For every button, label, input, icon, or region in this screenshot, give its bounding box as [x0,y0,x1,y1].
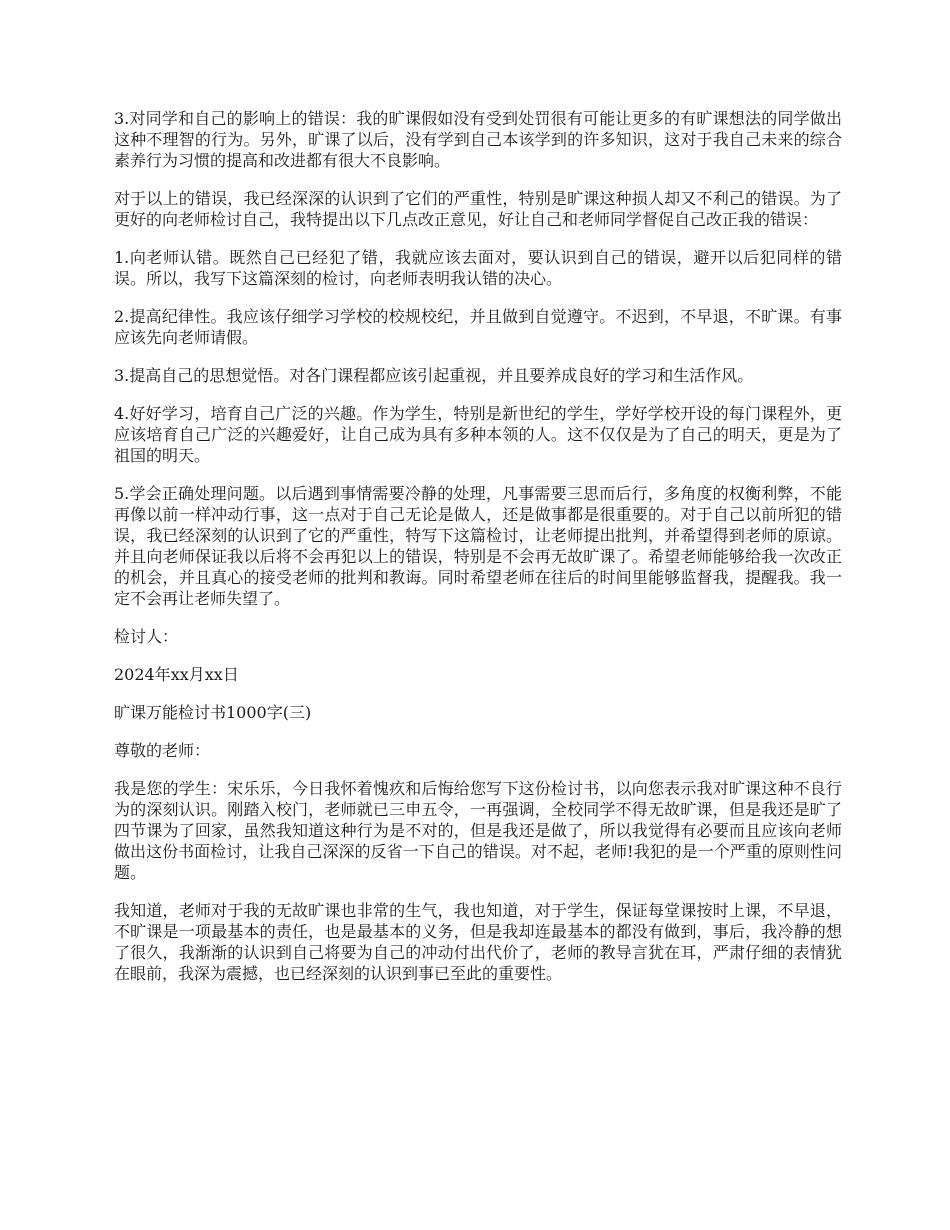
section-title: 旷课万能检讨书1000字(三) [114,703,312,722]
document-body [114,108,842,1001]
paragraph-point-3: 3.提高自己的思想觉悟。对各门课程都应该引起重视，并且要养成良好的学习和生活作风。 [114,366,754,385]
paragraph-point-5: 5.学会正确处理问题。以后遇到事情需要冷静的处理，凡事需要三思而后行，多角度的权衡利弊，不能再像以前一样冲动行事，这一点对于自己无论是做人，还是做事都是很重要的。对于自己以前所犯的错误，我已经深刻的认识到了它的严重性，特写下这篇检讨，让老师提出批判，并希望得到老师的原谅。并且向老师保证我以后将不会再犯以上的错误，特别是不会再无故旷课了。希望老师能够给我一次改正的机会，并且真心的接受老师的批判和教诲。同时希望老师在往后的时间里能够监督我，提醒我。我一定不会再让老师失望了。 [114,484,842,608]
paragraph-recognition-of-errors: 对于以上的错误，我已经深深的认识到了它们的严重性，特别是旷课这种损人却又不利己的错误。为了更好的向老师检讨自己，我特提出以下几点改正意见，好让自己和老师同学督促自己改正我的错误： [114,189,842,229]
signature-label: 检讨人： [114,627,179,646]
paragraph-effect-on-classmates: 3.对同学和自己的影响上的错误：我的旷课假如没有受到处罚很有可能让更多的有旷课想法的同学做出这种不理智的行为。另外，旷课了以后，没有学到自己本该学到的许多知识，这对于我自己未来的综合素养行为习惯的提高和改进都有很大不良影响。 [114,109,842,170]
date-line: 2024年xx月xx日 [114,665,239,684]
paragraph-introduction: 我是您的学生：宋乐乐，今日我怀着愧疚和后悔给您写下这份检讨书，以向您表示我对旷课这种不良行为的深刻认识。刚踏入校门，老师就已三申五令，一再强调，全校同学不得无故旷课，但是我还是旷了四节课为了回家，虽然我知道这种行为是不对的，但是我还是做了，所以我觉得有必要而且应该向老师做出这份书面检讨，让我自己深深的反省一下自己的错误。对不起，老师!我犯的是一个严重的原则性问题。 [114,779,842,882]
paragraph-point-4: 4.好好学习，培育自己广泛的兴趣。作为学生，特别是新世纪的学生，学好学校开设的每门课程外，更应该培育自己广泛的兴趣爱好，让自己成为具有多种本领的人。这不仅仅是为了自己的明天，更是为了祖国的明天。 [114,404,842,465]
paragraph-point-2: 2.提高纪律性。我应该仔细学习学校的校规校纪，并且做到自觉遵守。不迟到，不早退，不旷课。有事应该先向老师请假。 [114,307,842,347]
paragraph-point-1: 1.向老师认错。既然自己已经犯了错，我就应该去面对，要认识到自己的错误，避开以后犯同样的错误。所以，我写下这篇深刻的检讨，向老师表明我认错的决心。 [114,248,842,288]
paragraph-reflection: 我知道，老师对于我的无故旷课也非常的生气，我也知道，对于学生，保证每堂课按时上课，不早退，不旷课是一项最基本的责任，也是最基本的义务，但是我却连最基本的都没有做到，事后，我冷静的想了很久，我渐渐的认识到自己将要为自己的冲动付出代价了，老师的教导言犹在耳，严肃仔细的表情犹在眼前，我深为震撼，也已经深刻的认识到事已至此的重要性。 [114,901,842,983]
salutation: 尊敬的老师： [114,741,211,760]
